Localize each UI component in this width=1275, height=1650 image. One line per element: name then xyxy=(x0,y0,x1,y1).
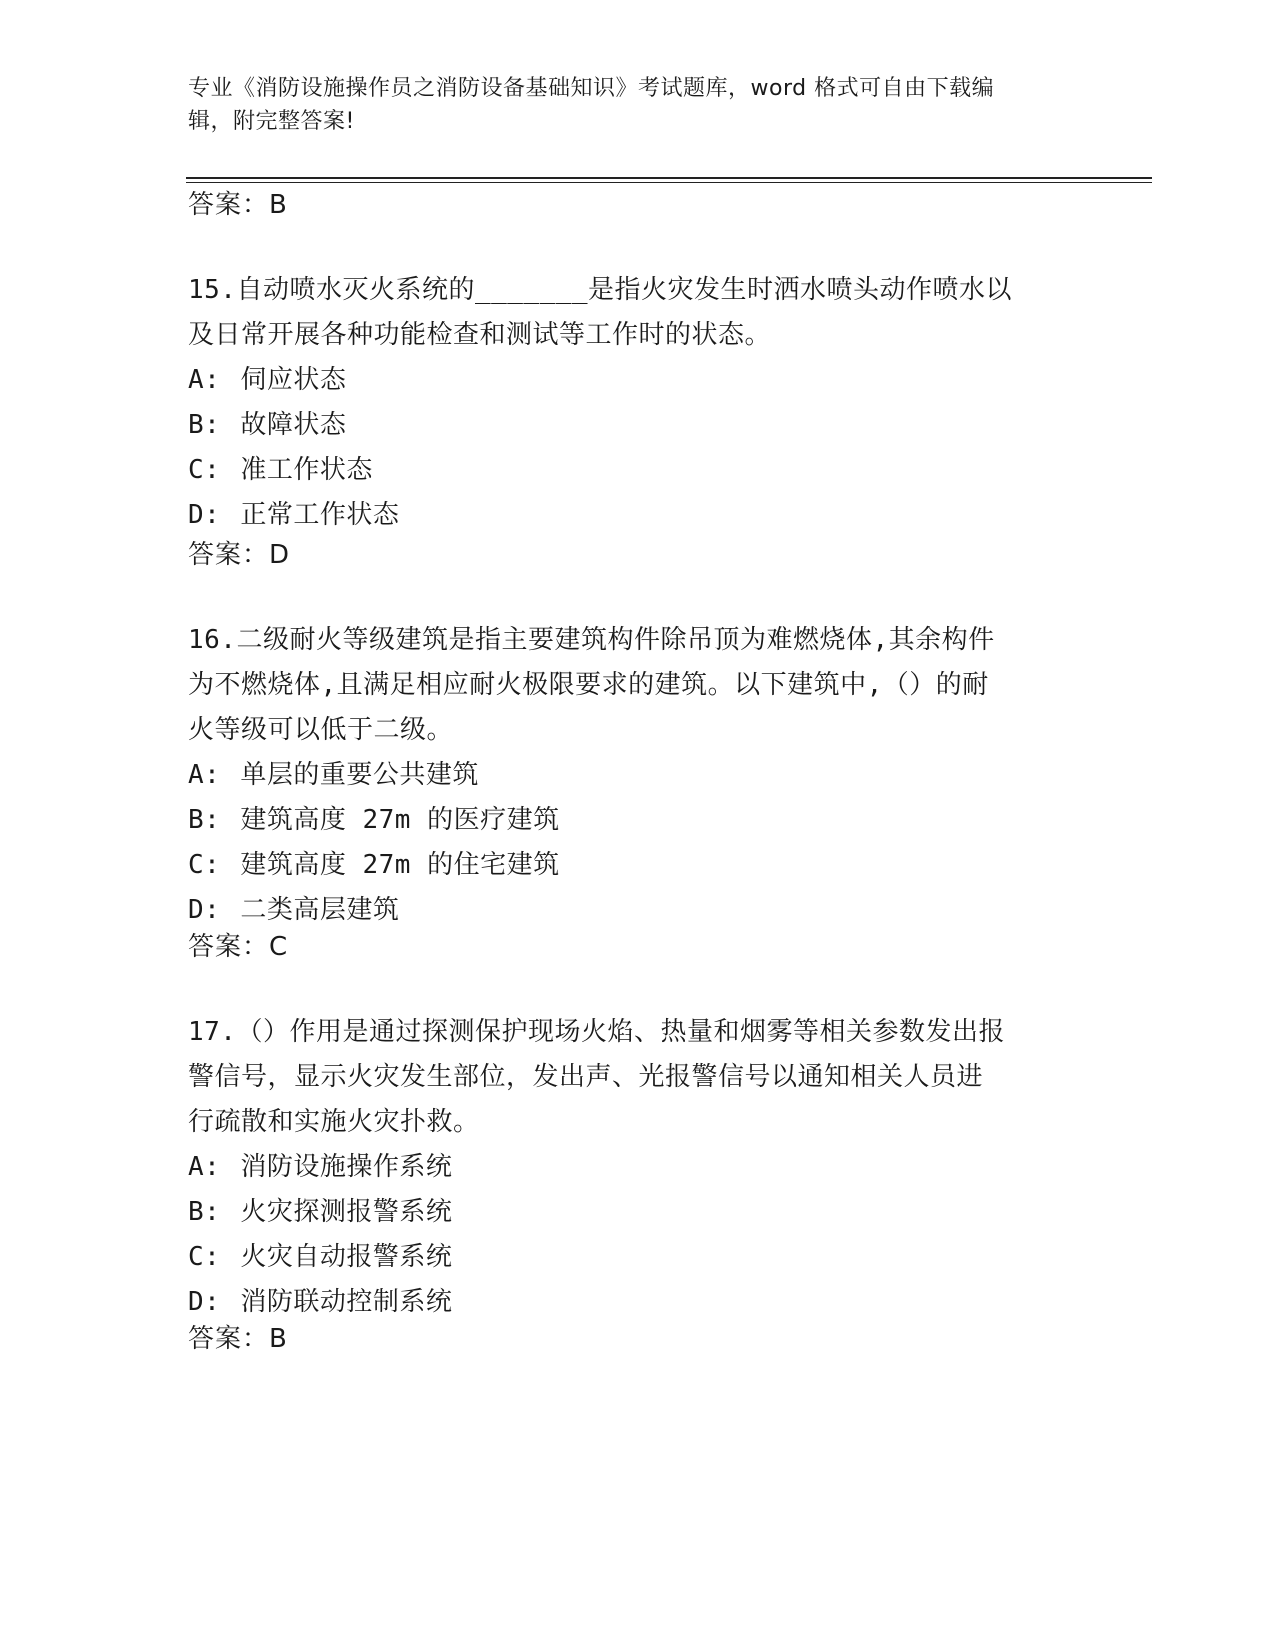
option-text: 建筑高度 27m 的医疗建筑 xyxy=(240,805,560,835)
option-key: B: xyxy=(188,1197,221,1227)
option-key: C: xyxy=(188,850,221,880)
option-key: A: xyxy=(188,365,221,395)
question-stem-line: 行疏散和实施火灾扑救。 xyxy=(188,1107,480,1137)
option-d xyxy=(188,1280,1088,1325)
option-d xyxy=(188,493,1088,538)
question-15 xyxy=(188,268,1088,538)
question-stem-line: 17.（）作用是通过探测保护现场火焰、热量和烟雾等相关参数发出报 xyxy=(188,1017,1005,1047)
option-key: B: xyxy=(188,805,221,835)
option-text: 单层的重要公共建筑 xyxy=(240,760,479,790)
header-line-1: 专业《消防设施操作员之消防设备基础知识》考试题库，word 格式可自由下载编 xyxy=(188,76,995,101)
option-text: 故障状态 xyxy=(240,410,347,440)
option-key: D: xyxy=(188,1287,221,1317)
option-text: 火灾探测报警系统 xyxy=(240,1197,453,1227)
option-b xyxy=(188,403,1088,448)
option-b xyxy=(188,1190,1088,1235)
question-stem-line: 火等级可以低于二级。 xyxy=(188,715,454,745)
option-text: 建筑高度 27m 的住宅建筑 xyxy=(240,850,560,880)
option-text: 正常工作状态 xyxy=(240,500,400,530)
option-text: 准工作状态 xyxy=(240,455,373,485)
answer-line-16: 答案：C xyxy=(188,932,289,962)
question-stem-line: 警信号，显示火灾发生部位，发出声、光报警信号以通知相关人员进 xyxy=(188,1062,984,1092)
question-16 xyxy=(188,618,1088,933)
option-key: C: xyxy=(188,455,221,485)
question-stem-line: 16.二级耐火等级建筑是指主要建筑构件除吊顶为难燃烧体,其余构件 xyxy=(188,625,995,655)
option-key: B: xyxy=(188,410,221,440)
question-stem-line: 为不燃烧体,且满足相应耐火极限要求的建筑。以下建筑中,（）的耐 xyxy=(188,670,989,700)
header-divider-thin xyxy=(186,182,1152,183)
question-stem-line: 及日常开展各种功能检查和测试等工作时的状态。 xyxy=(188,320,772,350)
document-header xyxy=(188,72,1088,138)
option-key: A: xyxy=(188,1152,221,1182)
option-key: D: xyxy=(188,895,221,925)
header-divider-thick xyxy=(186,177,1152,179)
answer-line-14: 答案：B xyxy=(188,190,288,220)
answer-line-15: 答案：D xyxy=(188,540,291,570)
option-a xyxy=(188,1145,1088,1190)
option-text: 消防联动控制系统 xyxy=(240,1287,453,1317)
option-text: 火灾自动报警系统 xyxy=(240,1242,453,1272)
option-c xyxy=(188,1235,1088,1280)
option-text: 消防设施操作系统 xyxy=(240,1152,453,1182)
option-key: A: xyxy=(188,760,221,790)
option-b xyxy=(188,798,1088,843)
answer-line-17: 答案：B xyxy=(188,1324,288,1354)
option-a xyxy=(188,753,1088,798)
option-text: 伺应状态 xyxy=(240,365,347,395)
question-stem-line: 15.自动喷水灭火系统的_______是指火灾发生时洒水喷头动作喷水以 xyxy=(188,275,1013,305)
option-key: C: xyxy=(188,1242,221,1272)
option-key: D: xyxy=(188,500,221,530)
option-c xyxy=(188,843,1088,888)
option-d xyxy=(188,888,1088,933)
question-17 xyxy=(188,1010,1088,1325)
option-c xyxy=(188,448,1088,493)
option-text: 二类高层建筑 xyxy=(240,895,400,925)
option-a xyxy=(188,358,1088,403)
header-line-2: 辑，附完整答案! xyxy=(188,109,355,134)
